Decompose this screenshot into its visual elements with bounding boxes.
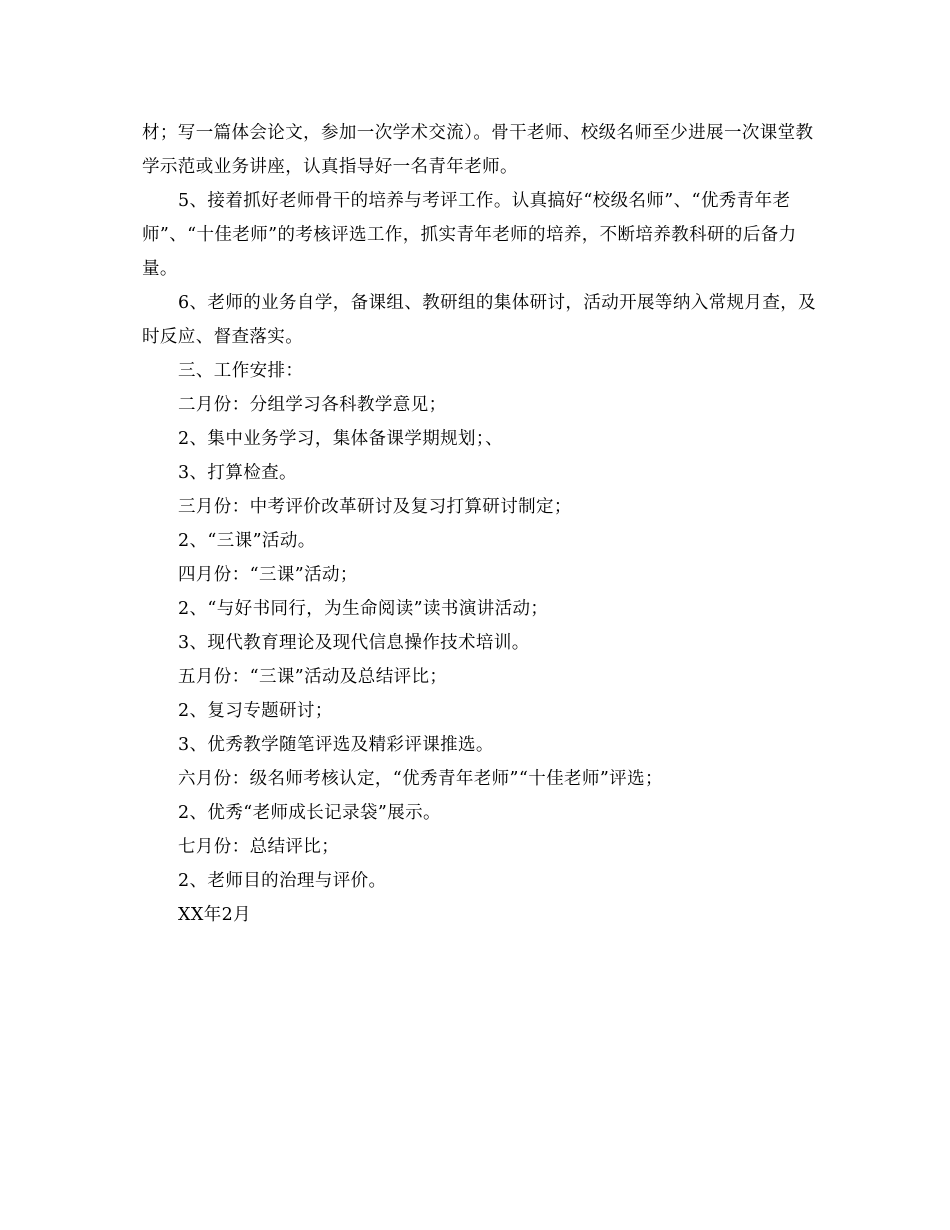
schedule-april-item-2: 2、“与好书同行，为生命阅读”读书演讲活动；: [178, 599, 549, 619]
schedule-may-item-2: 2、复习专题研讨；: [178, 701, 333, 721]
schedule-may-item-3: 3、优秀教学随笔评选及精彩评课推选。: [178, 735, 494, 755]
schedule-june-item-2: 2、优秀“老师成长记录袋”展示。: [178, 803, 441, 823]
document-date: XX年2月: [178, 905, 252, 925]
schedule-february-item-2: 2、集中业务学习，集体备课学期规划；、: [178, 429, 503, 449]
schedule-february: 二月份：分组学习各科教学意见；: [178, 395, 447, 415]
paragraph-continuation: 材；写一篇体会论文，参加一次学术交流）。骨干老师、校级名师至少进展一次课堂教学示范或业务讲座，认真指导好一名青年老师。: [142, 123, 814, 177]
schedule-july: 七月份：总结评比；: [178, 837, 340, 857]
schedule-february-item-3: 3、打算检查。: [178, 463, 297, 483]
paragraph-item-5: 5、接着抓好老师骨干的培养与考评工作。认真搞好“校级名师”、“优秀青年老师”、“十佳老师”的考核评选工作，抓实青年老师的培养，不断培养教科研的后备力量。: [142, 191, 797, 279]
document-body: [142, 116, 822, 932]
schedule-july-item-2: 2、老师目的治理与评价。: [178, 871, 387, 891]
paragraph-item-6: 6、老师的业务自学，备课组、教研组的集体研讨，活动开展等纳入常规月查，及时反应、督查落实。: [142, 293, 817, 347]
schedule-march-item-2: 2、“三课”活动。: [178, 531, 316, 551]
schedule-march: 三月份：中考评价改革研讨及复习打算研讨制定；: [178, 497, 572, 517]
section-heading-work-arrangement: 三、工作安排：: [178, 361, 304, 381]
schedule-june: 六月份：级名师考核认定，“优秀青年老师”“十佳老师”评选；: [178, 769, 663, 789]
schedule-april: 四月份：“三课”活动；: [178, 565, 358, 585]
schedule-may: 五月份：“三课”活动及总结评比；: [178, 667, 448, 687]
schedule-april-item-3: 3、现代教育理论及现代信息操作技术培训。: [178, 633, 530, 653]
